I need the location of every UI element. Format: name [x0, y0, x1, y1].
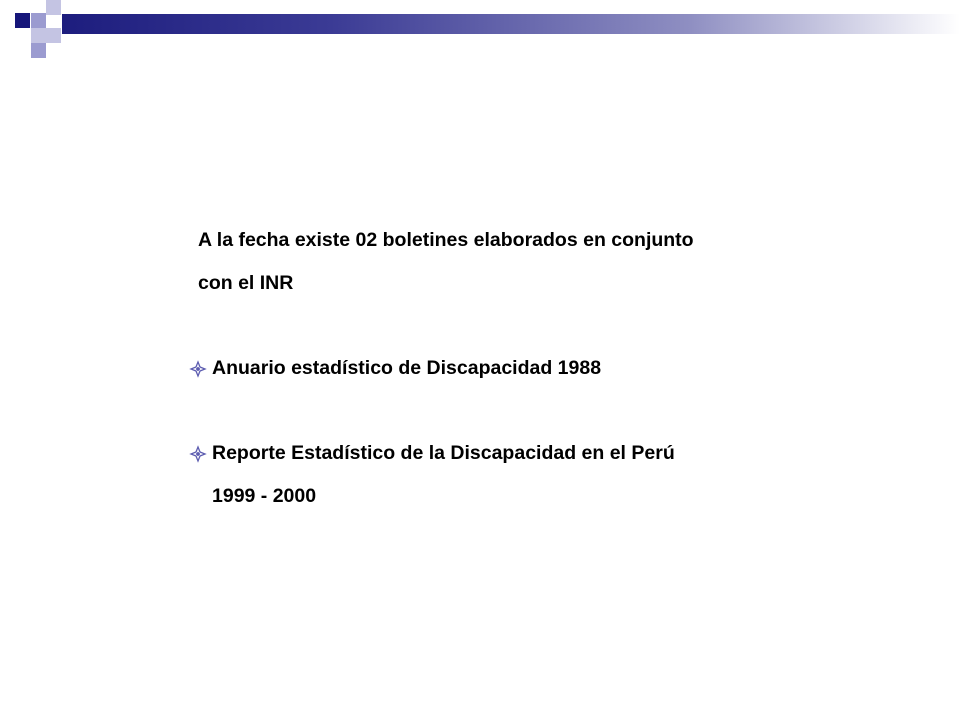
intro-text-line: A la fecha existe 02 boletines elaborados en conjunto — [198, 229, 694, 251]
header-gradient-bar — [62, 14, 960, 34]
bullet-item-text: Anuario estadístico de Discapacidad 1988 — [212, 357, 602, 379]
logo-square — [46, 28, 61, 43]
logo-square — [46, 0, 61, 15]
logo-square — [15, 13, 30, 28]
logo-square — [31, 43, 46, 58]
diamond-bullet-icon — [189, 360, 207, 378]
logo-square — [31, 13, 46, 28]
intro-text-line: con el INR — [198, 272, 294, 294]
logo-square — [31, 28, 46, 43]
bullet-item-text: Reporte Estadístico de la Discapacidad en el Perú — [212, 442, 675, 464]
diamond-bullet-icon — [189, 445, 207, 463]
bullet-item-text: 1999 - 2000 — [212, 485, 317, 507]
